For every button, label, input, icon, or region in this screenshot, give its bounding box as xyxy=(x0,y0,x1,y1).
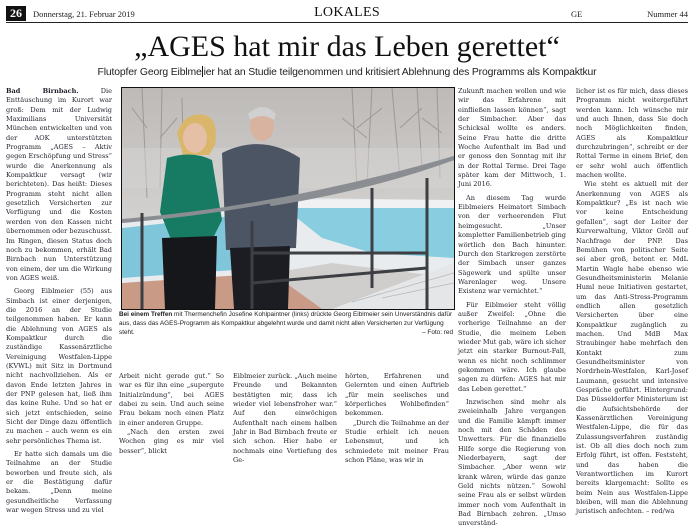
paragraph: Inzwischen sind mehr als zweieinhalb Jahre vergangen und die Familie kämpft immer noch mit den Schäden des Unwetters. Für die finanzielle Hilfe sorge die Regierung von Niederbayern, sagt der Simbacher. „Aber wenn wir krank wären, würde das ganze Geld nichts nützen.“ Sowohl seine Frau als er selbst würden immer noch vom Aufenthalt in Bad Birnbach zehren. „Umso unverständ- xyxy=(458,398,566,528)
paragraph: Wie steht es aktuell mit der Anerkennung von AGES als Kompaktkur? „Es ist nach wie vor keine Entscheidung gefallen“, sagt der Leiter der Kurverwaltung, Viktor Gröll auf Nachfrage der PNP. Das Bemühen von politischer Seite sei aber groß, betont er. MdL Martin Wagle habe ebenso wie Gesundheitsministerin Melanie Huml neue Initiativen gestartet, um das Anti-Stress-Programm endlich allen gesetzlich Versicherten über eine Kompaktkur zugänglich zu machen. Und MdB Max Straubinger habe mehrfach den Kontakt zum Gesundheitsminister von Nordrhein-Westfalen, Karl-Josef Laumann, gesucht und intensive Gespräche geführt. Hintergrund: Das Düsseldorfer Ministerium ist die Aufsichtsbehörde der Kassenärztlichen Vereinigung Westfalen-Lippe, die für das Zulassungsverfahren zuständig ist. Ob all dies doch noch zum Erfolg führt, ist offen. Feststeht, und das haben die Verantwortlichen im Kurort bereits klargemacht: Sollte es beim Nein aus Westfalen-Lippe bleiben, will man die Ablehnung juristisch anfechten. – red/wa xyxy=(576,180,688,516)
headline: „AGES hat mir das Leben gerettet“ xyxy=(134,30,560,63)
paragraph: An diesem Tag wurde Eiblmeiers Heimatort Simbach von der verheerenden Flut heimgesucht. „Unser kompletter Familienbetrieb ging wörtlich den Bach hinunter. Durch den Starkregen zerstörte der Simbach unser ganzes Sägewerk und spülte unser Warenlager weg. Unsere Existenz war vernichtet.“ xyxy=(458,193,566,296)
page-number: 26 xyxy=(6,6,26,21)
paragraph: „Nach den ersten zwei Wochen ging es mir viel besser“, blickt xyxy=(119,428,224,455)
subtitle-text-after-cursor: ier hat an Studie teilgenommen und kritisiert Ablehnung des Programms als Kompaktkur xyxy=(203,67,597,78)
article-column-6 xyxy=(576,87,688,517)
paragraph: Eiblmeier zurück. „Auch meine Freunde und Bekannten bestätigten mir, dass ich wieder viel lebensfroher war.“ Auf den einwöchigen Aufenthalt nach einem halben Jahr in Bad Birnbach freute er sich schon. Hier habe er nochmals eine Vertiefung des Ge- xyxy=(233,372,337,465)
paragraph: hörten, Erfahrenen und Gelernten und einen Auftrieb „für mein seelisches und körperliches Wohlbefinden“ bekommen. xyxy=(345,372,449,418)
article-column-3 xyxy=(233,372,337,465)
photo-credit: – Foto: red xyxy=(422,329,453,336)
paragraph: Arbeit nicht gerade gut.“ So war es für ihn eine „supergute Initialzündung“, bei AGES dabei zu sein. Und auch seine Frau bekam noch einen Platz in einer anderen Gruppe. xyxy=(119,372,224,427)
paragraph: „Durch die Teilnahme an der Studie erhielt ich neuen Lebensmut, und ich schmiedete mit meiner Frau schon Pläne, was wir in xyxy=(345,418,450,465)
caption-text: mit Thermenchefin Josefine Kohlpaintner (links) drückte Georg Eiblmeier sein Unverständnis dafür aus, dass das AGES-Programm als Kompaktkur abgelehnt wurde und damit nicht allen Versicherten zur Verfügung steht. xyxy=(119,311,453,336)
dateline: Bad Birnbach. xyxy=(6,87,79,95)
photo-caption xyxy=(119,310,453,337)
article-column-5 xyxy=(458,87,566,529)
page-header xyxy=(6,6,688,23)
edition-code: GE xyxy=(571,9,583,19)
paragraph: Bad Birnbach. Die Enttäuschung im Kurort war groß: Dem mit der Ludwig Maximilians Universität München entwickelten und von der AOK unterstützten Programm „AGES – Aktiv gegen Erschöpfung und Stress“ wurde die Anerkennung als Kompaktkur versagt (wir berichteten). Das heißt: Dieses Programm steht nicht allen gesetzlich Versicherten zur Verfügung und die Kosten werden von den Kassen nicht übernommen oder bezuschusst. Im Ringen, diesen Status doch noch zu bekommen, erhält Bad Birnbach nun Unterstützung von einem, der um die Wirkung von AGES weiß. xyxy=(6,87,112,282)
issue-number: Nummer 44 xyxy=(647,9,688,19)
paragraph: Für Eiblmeier steht völlig außer Zweifel: „Ohne die vorherige Teilnahme an der Studie, die meinem Leben wieder Mut gab, wäre ich sicher jetzt ein starker Burnout-Fall, wenn es nicht noch schlimmer gekommen wäre. Ich glaube sagen zu dürfen: AGES hat mir das Leben gerettet.“ xyxy=(458,300,566,393)
issue-date: Donnerstag, 21. Februar 2019 xyxy=(33,9,135,19)
subtitle[interactable] xyxy=(0,66,694,78)
paragraph: Er hatte sich damals um die Teilnahme an der Studie beworben und freute sich, als er die Bestätigung dafür bekam. „Denn meine gesundheitliche Verfassung war wegen Stress und zu viel xyxy=(6,450,112,515)
caption-lead: Bei einem Treffen xyxy=(119,311,173,318)
subtitle-text-before-cursor: Flutopfer Georg Eiblme xyxy=(97,67,202,78)
photo-image xyxy=(122,88,454,309)
paragraph: Georg Eiblmeier (55) aus Simbach ist einer derjenigen, die 2016 an der Studie teilgenommen haben. Er kann die Ablehnung von AGES als Kompaktkur durch die zuständige Kassenärztliche Vereinigung Westfalen-Lippe (KVWL) mit Sitz in Dortmund nicht nachvollziehen. Als er davon Ende letzten Jahres in der PNP gelesen hat, ließ ihm das keine Ruhe. Und so hat er sich jetzt entschieden, seine Sicht der Dinge dazu öffentlich zu machen – auch wenn es ein sehr persönliches Thema ist. xyxy=(6,287,112,445)
article-photo xyxy=(121,87,455,310)
article-column-2 xyxy=(119,372,224,456)
article-column-1 xyxy=(6,87,112,515)
article-column-4 xyxy=(345,372,449,465)
paragraph: licher ist es für mich, dass dieses Programm nicht weitergeführt werden kann. Ich wünsche mir und auch Ihnen, dass Sie doch noch Möglichkeiten finden, AGES als Kompaktkur durchzubringen“, schreibt er der Rottal Terme in einem Brief, den er sehr wohl auch öffentlich machen wollte. xyxy=(576,87,688,180)
section-title: LOKALES xyxy=(314,5,380,20)
paragraph: Zukunft machen wollen und wie wir das Erfahrene mit einfließen lassen können“, sagt der Simbacher. Aber das Schicksal wollte es anders. Seine Frau hatte die dritte Woche Aufenthalt im Bad und er genoss den Sonntag mit ihr in der Rottal Terme. Drei Tage später kam der Mittwoch, 1. Juni 2016. xyxy=(458,87,566,189)
